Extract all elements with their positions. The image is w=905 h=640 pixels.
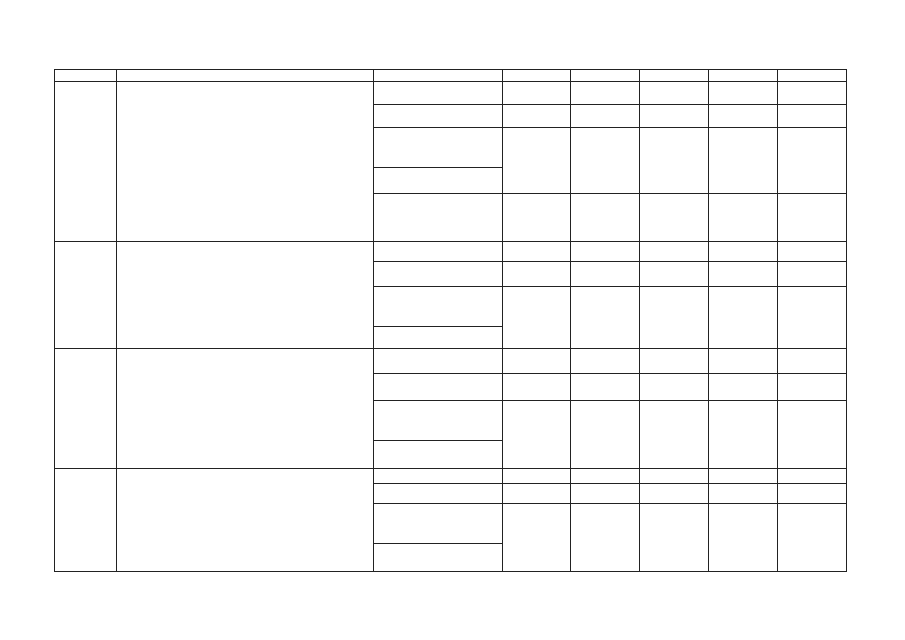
value-cell: [640, 469, 709, 484]
value-cell: [709, 262, 778, 287]
source-label: [374, 349, 503, 374]
value-cell: [503, 401, 571, 469]
value-cell: [503, 374, 571, 401]
value-cell: [709, 287, 778, 349]
value-cell: [778, 401, 847, 469]
row-name: [117, 242, 374, 349]
value-cell: [709, 504, 778, 572]
value-cell: [640, 194, 709, 242]
source-label: [374, 504, 503, 544]
table-row: [55, 242, 847, 262]
source-label: [374, 194, 503, 242]
row-name: [117, 82, 374, 242]
value-cell: [778, 374, 847, 401]
source-label: [374, 401, 503, 441]
value-cell: [571, 287, 640, 349]
value-cell: [640, 82, 709, 105]
table-row: [55, 349, 847, 374]
source-label: [374, 374, 503, 401]
header-cell: [709, 70, 778, 82]
header-cell: [503, 70, 571, 82]
source-label: [374, 105, 503, 128]
value-cell: [640, 128, 709, 194]
value-cell: [778, 469, 847, 484]
row-number: [55, 469, 117, 572]
header-cell: [117, 70, 374, 82]
source-label: [374, 168, 503, 194]
source-label: [374, 287, 503, 327]
value-cell: [571, 469, 640, 484]
value-cell: [503, 194, 571, 242]
table-row: [55, 82, 847, 105]
value-cell: [778, 287, 847, 349]
value-cell: [640, 262, 709, 287]
row-number: [55, 82, 117, 242]
source-label: [374, 441, 503, 469]
source-label: [374, 128, 503, 168]
value-cell: [503, 484, 571, 504]
source-label: [374, 484, 503, 504]
table-row: [55, 469, 847, 484]
value-cell: [571, 401, 640, 469]
value-cell: [640, 484, 709, 504]
value-cell: [503, 287, 571, 349]
value-cell: [640, 374, 709, 401]
value-cell: [778, 128, 847, 194]
value-cell: [571, 82, 640, 105]
value-cell: [709, 469, 778, 484]
value-cell: [571, 105, 640, 128]
value-cell: [778, 242, 847, 262]
source-label: [374, 262, 503, 287]
value-cell: [640, 504, 709, 572]
value-cell: [640, 287, 709, 349]
header-cell: [571, 70, 640, 82]
value-cell: [571, 349, 640, 374]
value-cell: [709, 82, 778, 105]
source-label: [374, 544, 503, 572]
header-cell: [55, 70, 117, 82]
value-cell: [571, 504, 640, 572]
budget-table: [54, 69, 847, 572]
value-cell: [709, 194, 778, 242]
row-number: [55, 242, 117, 349]
value-cell: [778, 194, 847, 242]
value-cell: [709, 484, 778, 504]
value-cell: [503, 349, 571, 374]
value-cell: [778, 484, 847, 504]
value-cell: [571, 484, 640, 504]
source-label: [374, 242, 503, 262]
value-cell: [503, 105, 571, 128]
value-cell: [503, 504, 571, 572]
value-cell: [709, 242, 778, 262]
value-cell: [709, 105, 778, 128]
header-cell: [374, 70, 503, 82]
value-cell: [709, 349, 778, 374]
source-label: [374, 82, 503, 105]
value-cell: [503, 82, 571, 105]
value-cell: [571, 374, 640, 401]
header-cell: [640, 70, 709, 82]
value-cell: [640, 105, 709, 128]
row-number: [55, 349, 117, 469]
value-cell: [640, 401, 709, 469]
source-label: [374, 327, 503, 349]
value-cell: [709, 128, 778, 194]
value-cell: [503, 242, 571, 262]
header-row: [55, 70, 847, 82]
value-cell: [778, 262, 847, 287]
value-cell: [709, 374, 778, 401]
value-cell: [503, 128, 571, 194]
value-cell: [571, 128, 640, 194]
value-cell: [571, 194, 640, 242]
value-cell: [778, 349, 847, 374]
value-cell: [709, 401, 778, 469]
source-label: [374, 469, 503, 484]
row-name: [117, 349, 374, 469]
row-name: [117, 469, 374, 572]
value-cell: [571, 242, 640, 262]
value-cell: [503, 469, 571, 484]
header-cell: [778, 70, 847, 82]
value-cell: [778, 504, 847, 572]
value-cell: [503, 262, 571, 287]
value-cell: [640, 349, 709, 374]
value-cell: [571, 262, 640, 287]
value-cell: [778, 105, 847, 128]
value-cell: [640, 242, 709, 262]
value-cell: [778, 82, 847, 105]
